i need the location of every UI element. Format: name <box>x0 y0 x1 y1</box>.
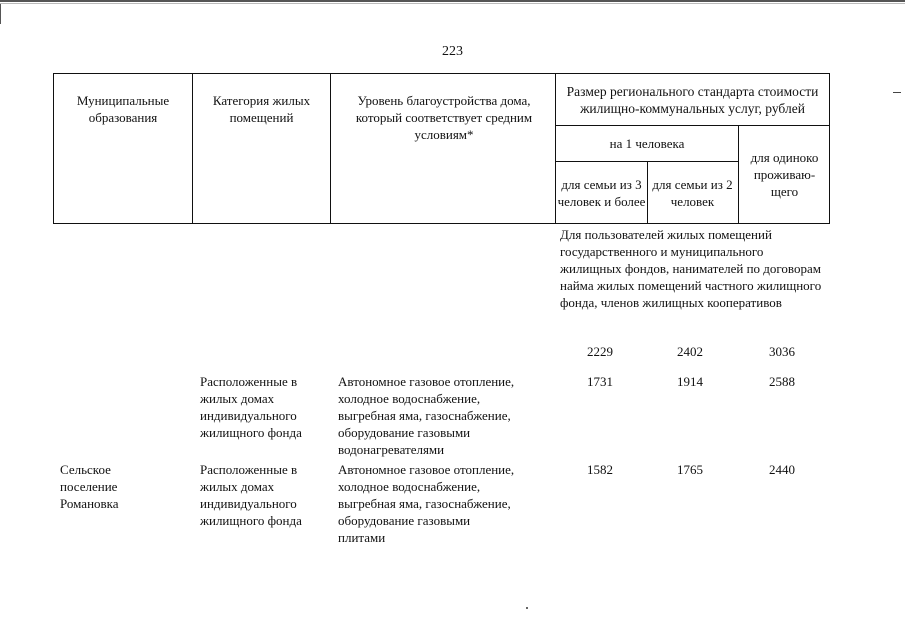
row-improvement-level: Автономное газовое отопление, холодное водоснабжение, выгребная яма, газоснабжение, оборудование газовыми плитами <box>338 462 515 545</box>
value-family-3-plus: 1582 <box>587 462 613 477</box>
value-single: 2440 <box>769 462 795 477</box>
value-single: 2588 <box>769 374 795 389</box>
scan-side-mark <box>893 92 901 93</box>
page-number: 223 <box>442 44 463 59</box>
header-single-resident: для одиноко проживаю-щего <box>750 150 819 199</box>
header-municipality: Муниципальные образования <box>76 93 170 125</box>
scan-top-border-secondary <box>0 3 905 4</box>
row-category: Расположенные в жилых домах индивидуального жилищного фонда <box>200 462 302 528</box>
scan-edge-mark <box>0 4 1 24</box>
value-family-3-plus: 1731 <box>587 374 613 389</box>
value-family-2: 1914 <box>677 374 703 389</box>
row-category: Расположенные в жилых домах индивидуального жилищного фонда <box>200 374 302 440</box>
section-note: Для пользователей жилых помещений государственного и муниципального жилищных фондов, нанимателей по договорам найма жилых помещений частного жилищного фонда, членов жилищных кооперативов <box>560 227 822 310</box>
header-per-person: на 1 человека <box>609 136 685 151</box>
row-municipality: Сельское поселение Романовка <box>60 462 119 511</box>
value-family-2: 2402 <box>677 344 703 359</box>
scan-top-border <box>0 0 905 2</box>
header-category: Категория жилых помещений <box>212 93 311 125</box>
value-family-2: 1765 <box>677 462 703 477</box>
header-standard-size: Размер регионального стандарта стоимости жилищно-коммунальных услуг, рублей <box>566 84 819 116</box>
value-single: 3036 <box>769 344 795 359</box>
header-family-3-plus: для семьи из 3 человек и более <box>557 176 646 209</box>
row-improvement-level: Автономное газовое отопление, холодное водоснабжение, выгребная яма, газоснабжение, оборудование газовыми водонагревателями <box>338 374 515 457</box>
value-family-3-plus: 2229 <box>587 344 613 359</box>
scan-speck <box>526 607 528 609</box>
header-family-2: для семьи из 2 человек <box>652 176 733 209</box>
header-improvement-level: Уровень благоустройства дома, который соответствует средним условиям* <box>355 93 533 142</box>
